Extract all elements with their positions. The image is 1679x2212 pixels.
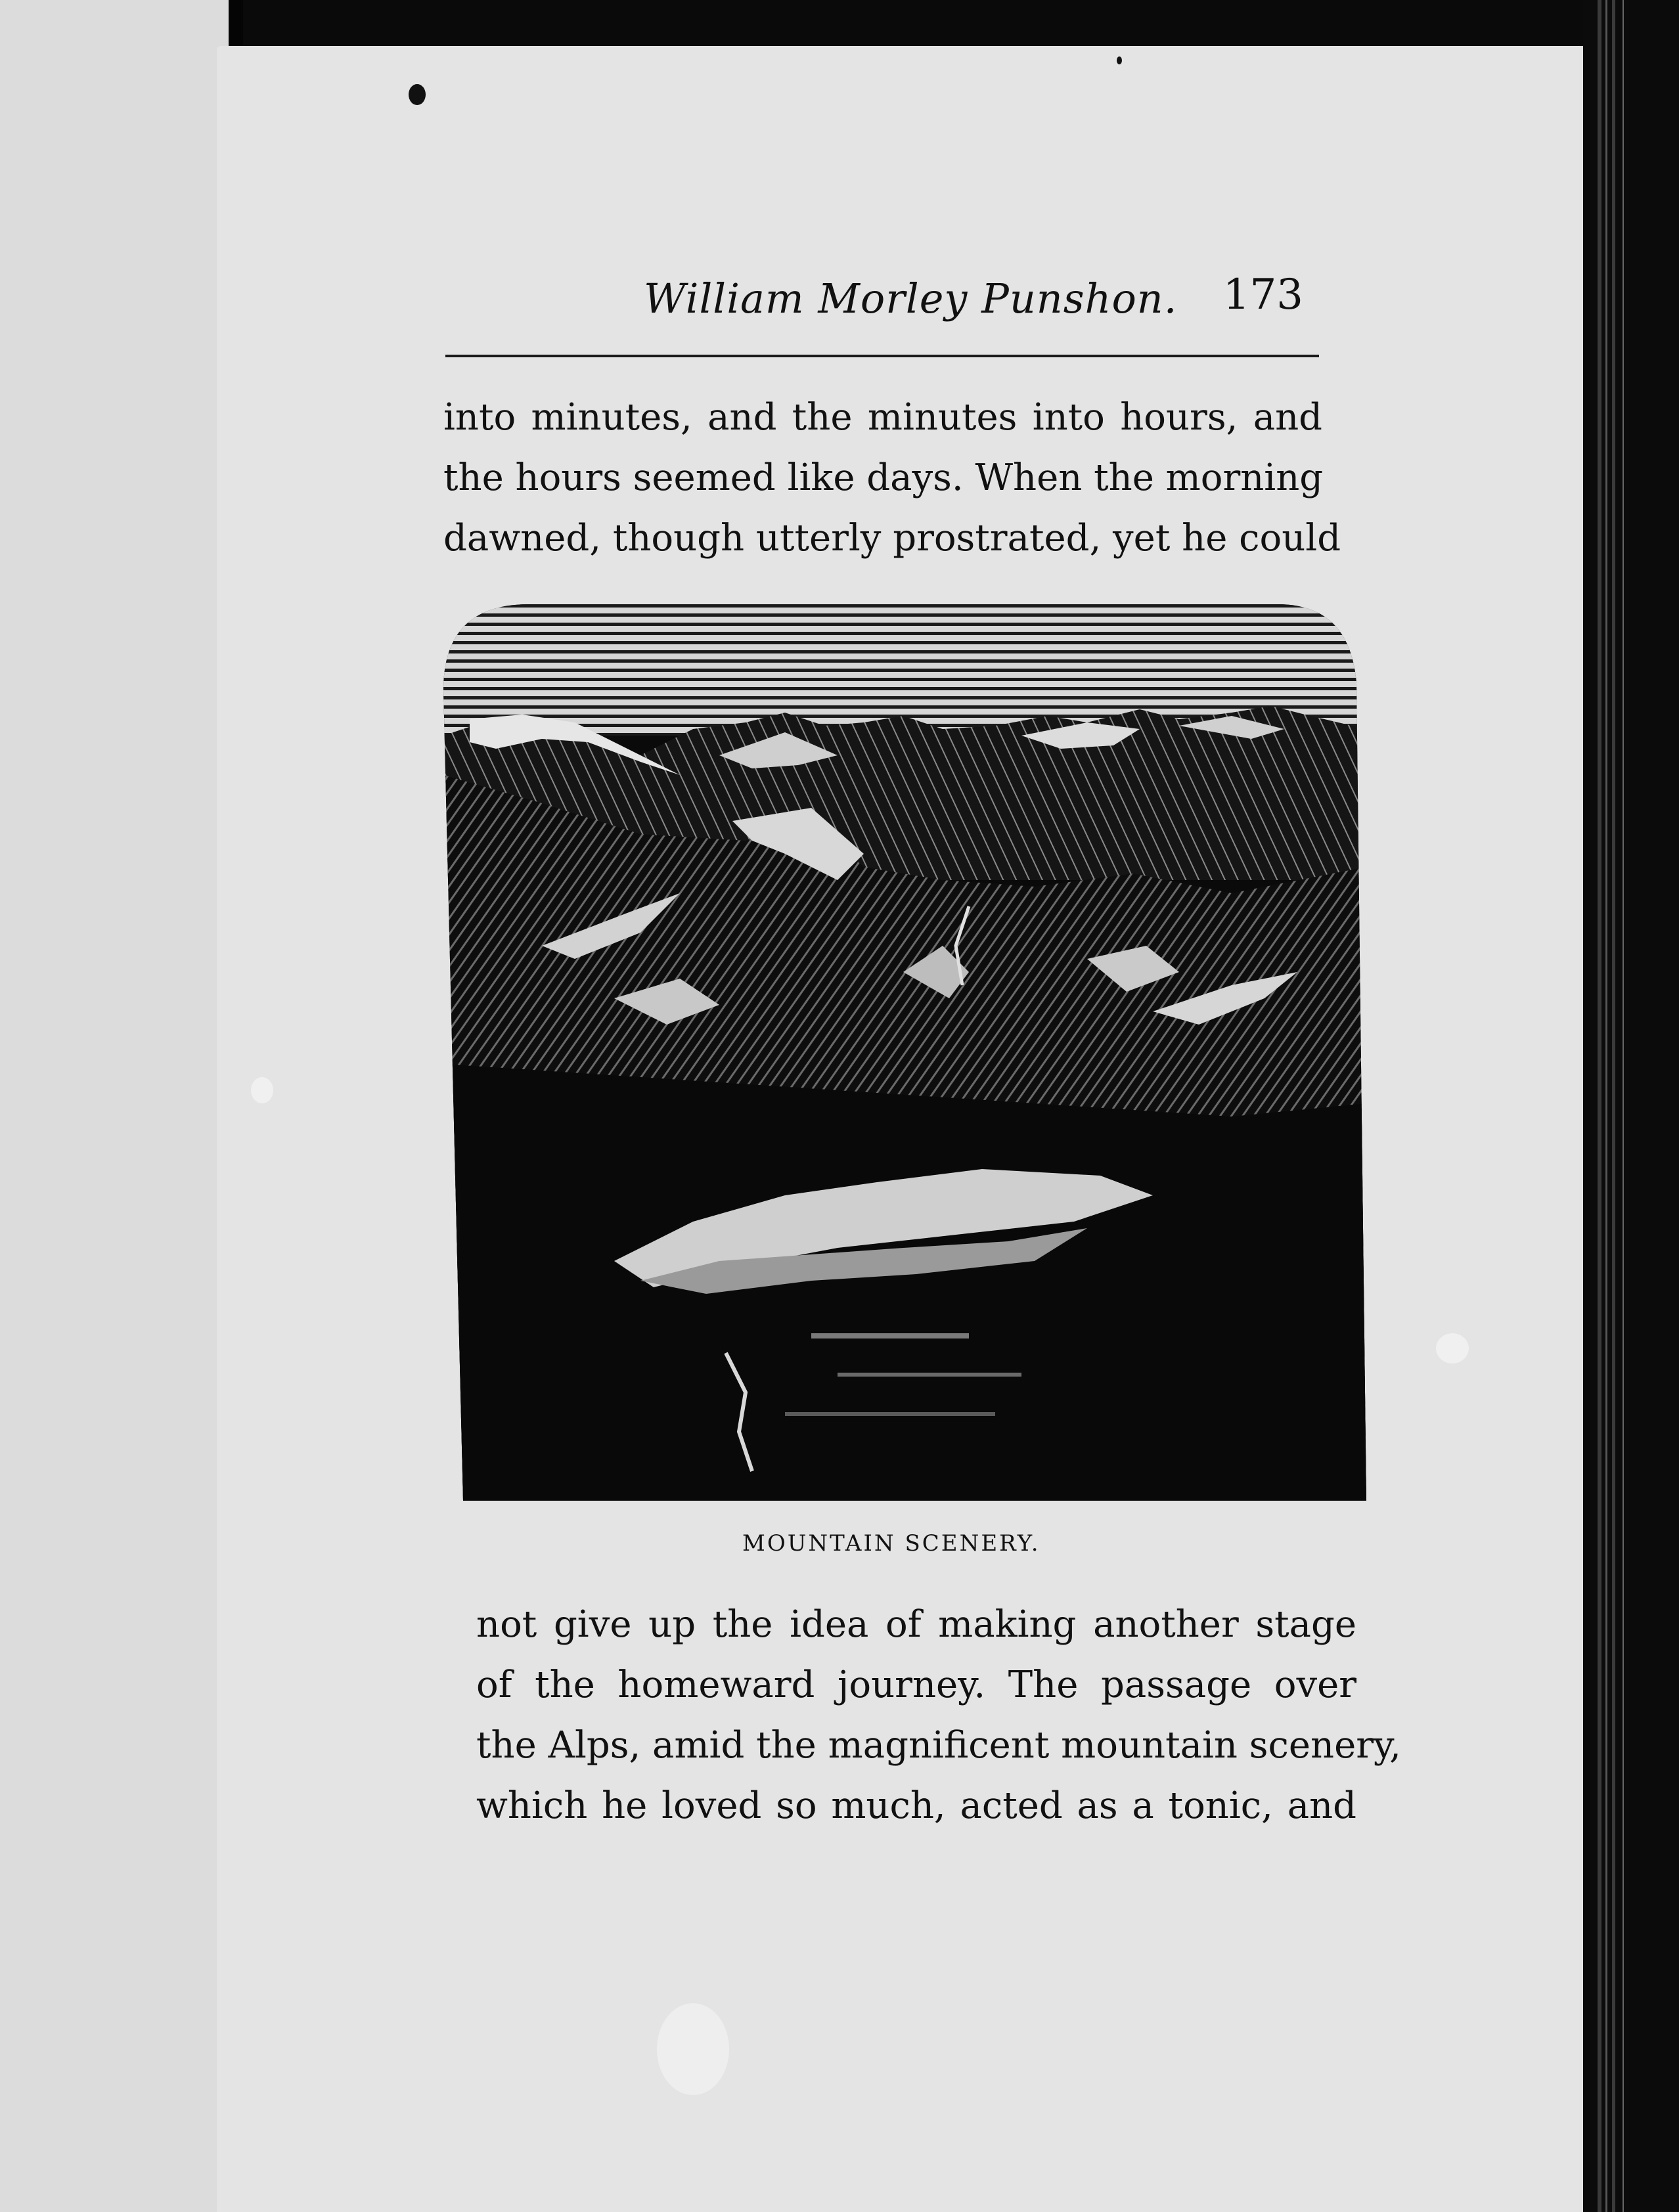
text-line: which he loved so much, acted as a tonic, and xyxy=(476,1784,1356,1827)
facing-page-edge xyxy=(0,0,229,2212)
text-line: into minutes, and the minutes into hours, and xyxy=(443,396,1322,439)
text-line: not give up the idea of making another stage xyxy=(476,1603,1356,1646)
mountain-illustration xyxy=(443,604,1366,1501)
figure-caption: MOUNTAIN SCENERY. xyxy=(742,1530,1041,1557)
running-title: William Morley Punshon. xyxy=(644,275,1178,322)
paper-blemish xyxy=(251,1077,273,1103)
ink-speck xyxy=(1117,56,1122,64)
page-edge-dark xyxy=(1583,0,1679,2212)
text-line: the Alps, amid the magnificent mountain scenery, xyxy=(476,1724,1401,1767)
page-number: 173 xyxy=(1222,271,1303,319)
paper-blemish xyxy=(657,2003,729,2095)
text-line: dawned, though utterly prostrated, yet he could xyxy=(443,517,1341,560)
paragraph-top xyxy=(443,387,1341,569)
paper-blemish xyxy=(1436,1333,1469,1363)
running-head xyxy=(644,271,1327,340)
ink-speck xyxy=(409,84,426,105)
header-rule xyxy=(445,355,1319,357)
paragraph-bottom xyxy=(476,1595,1401,1836)
text-line: the hours seemed like days. When the morning xyxy=(443,456,1324,499)
text-line: of the homeward journey. The passage over xyxy=(476,1664,1356,1706)
engraving-image xyxy=(443,604,1366,1501)
